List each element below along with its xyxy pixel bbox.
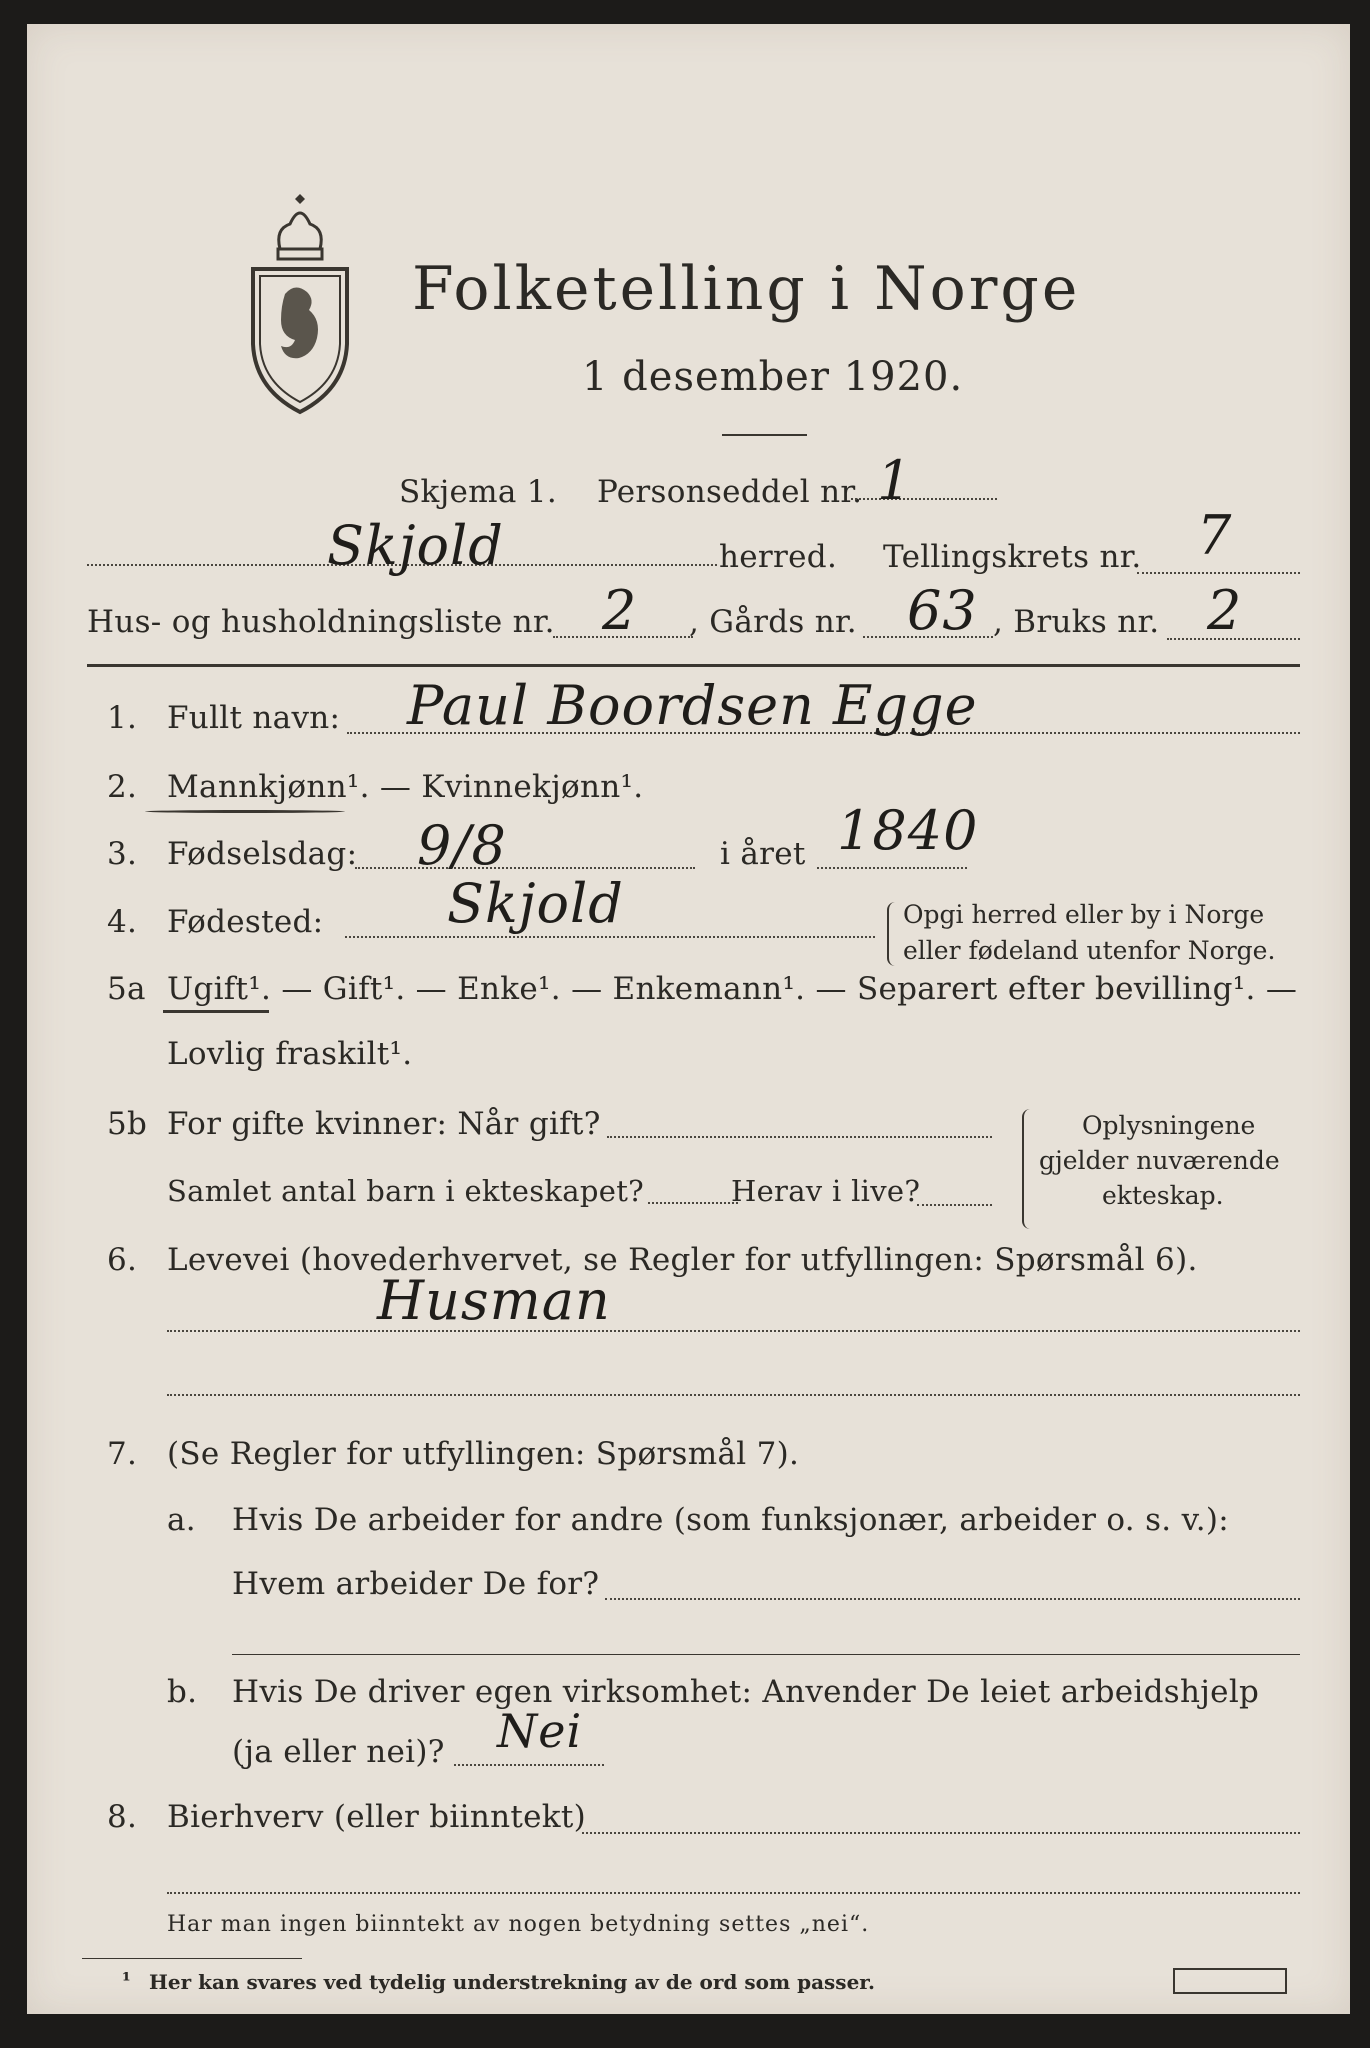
q1-full-name[interactable]: Paul Boordsen Egge (407, 674, 978, 737)
q4-label: Fødested: (167, 904, 324, 940)
q7a-employer-line2 (232, 1654, 1300, 1655)
q5b-note-line2: gjelder nuværende (1039, 1146, 1280, 1175)
q5b-children-label: Samlet antal barn i ekteskapet? (167, 1174, 644, 1208)
q4-line (345, 936, 875, 938)
q4-note-line1: Opgi herred eller by i Norge (903, 900, 1265, 929)
q7b-answer[interactable]: Nei (497, 1704, 583, 1758)
q5b-note-line1: Oplysningene (1082, 1111, 1256, 1140)
q5b-alive-label: Herav i live? (731, 1174, 921, 1208)
q7a-employer-line (605, 1598, 1300, 1600)
footnote-mark: ¹ (122, 1968, 131, 1992)
q3-number: 3. (107, 836, 138, 872)
q7-number: 7. (107, 1436, 138, 1472)
tellingskrets-label: Tellingskrets nr. (883, 539, 1142, 575)
bruks-value[interactable]: 2 (1207, 579, 1243, 642)
q6-line1 (167, 1330, 1300, 1332)
q4-note-brace (887, 902, 897, 966)
personseddel-value[interactable]: 1 (877, 449, 913, 512)
q7a-line1: Hvis De arbeider for andre (som funksjonær, arbeider o. s. v.): (232, 1502, 1230, 1538)
q7b-letter: b. (167, 1674, 198, 1710)
census-form (27, 24, 1350, 2014)
liste-label: Hus- og husholdningsliste nr. (87, 604, 555, 640)
personseddel-line (851, 498, 997, 500)
q8-number: 8. (107, 1799, 138, 1835)
q6-number: 6. (107, 1242, 138, 1278)
q5b-note-brace (1022, 1109, 1034, 1229)
q7-label: (Se Regler for utfyllingen: Spørsmål 7). (167, 1436, 800, 1472)
q7b-line1: Hvis De driver egen virksomhet: Anvender De leiet arbeidshjelp (232, 1674, 1260, 1710)
footnote-divider (82, 1958, 302, 1959)
q4-number: 4. (107, 904, 138, 940)
personseddel-label: Personseddel nr. (597, 474, 863, 510)
q5a-underline-ugift (163, 1010, 269, 1013)
q8-line2 (167, 1892, 1300, 1894)
q4-note-line2: eller fødeland utenfor Norge. (903, 936, 1276, 965)
tellingskrets-value[interactable]: 7 (1197, 504, 1233, 567)
printer-stamp-icon (1173, 1968, 1287, 1994)
header-divider (87, 664, 1300, 667)
liste-value[interactable]: 2 (602, 579, 638, 642)
q5a-marital-options-cont[interactable]: Lovlig fraskilt¹. (167, 1036, 413, 1072)
herred-label: herred. (719, 539, 838, 575)
title-divider (722, 434, 807, 436)
q7a-letter: a. (167, 1502, 196, 1538)
q2-underline-mannkjonn (145, 810, 345, 813)
q5b-children-line (648, 1202, 738, 1204)
q3-label: Fødselsdag: (167, 836, 358, 872)
q8-note: Har man ingen biinntekt av nogen betydning settes „nei“. (167, 1912, 870, 1937)
gards-value[interactable]: 63 (907, 579, 978, 642)
q6-label: Levevei (hovederhvervet, se Regler for utfyllingen: Spørsmål 6). (167, 1242, 1198, 1278)
q6-occupation[interactable]: Husman (377, 1269, 611, 1332)
q3-year[interactable]: 1840 (837, 799, 979, 862)
q7a-line2: Hvem arbeider De for? (232, 1566, 600, 1602)
q1-number: 1. (107, 700, 138, 736)
q5a-marital-options[interactable]: Ugift¹. — Gift¹. — Enke¹. — Enkemann¹. — Separert efter bevilling¹. — (167, 971, 1298, 1007)
gards-label: , Gårds nr. (689, 604, 857, 640)
skjema-label: Skjema 1. (399, 474, 557, 510)
q5b-note-line3: ekteskap. (1102, 1181, 1224, 1210)
q5a-number: 5a (107, 971, 146, 1007)
q1-label: Fullt navn: (167, 700, 341, 736)
q3-line (355, 867, 695, 869)
footnote-text: Her kan svares ved tydelig understrekning av de ord som passer. (149, 1970, 875, 1994)
q7b-line2: (ja eller nei)? (232, 1734, 445, 1770)
q7b-answer-line (454, 1764, 604, 1766)
q3-birthday[interactable]: 9/8 (417, 814, 507, 877)
bruks-label: , Bruks nr. (993, 604, 1160, 640)
q3-year-label: i året (720, 836, 806, 872)
census-date: 1 desember 1920. (582, 354, 964, 400)
herred-value[interactable]: Skjold (327, 514, 504, 577)
tellingskrets-line (1137, 572, 1300, 574)
q8-label: Bierhverv (eller biinntekt) (167, 1799, 587, 1835)
q5b-alive-line (917, 1204, 992, 1206)
form-title: Folketelling i Norge (412, 254, 1081, 324)
q6-line2 (167, 1394, 1300, 1396)
q3-year-line (817, 867, 967, 869)
q2-number: 2. (107, 769, 138, 805)
q5b-number: 5b (107, 1106, 148, 1142)
q5b-married-line (607, 1136, 992, 1138)
q4-birthplace[interactable]: Skjold (447, 872, 624, 935)
q8-line1 (582, 1832, 1300, 1834)
norway-lion-shield-icon (245, 194, 355, 416)
q2-sex-options[interactable]: Mannkjønn¹. — Kvinnekjønn¹. (167, 769, 644, 805)
q5b-married-when: For gifte kvinner: Når gift? (167, 1106, 601, 1142)
